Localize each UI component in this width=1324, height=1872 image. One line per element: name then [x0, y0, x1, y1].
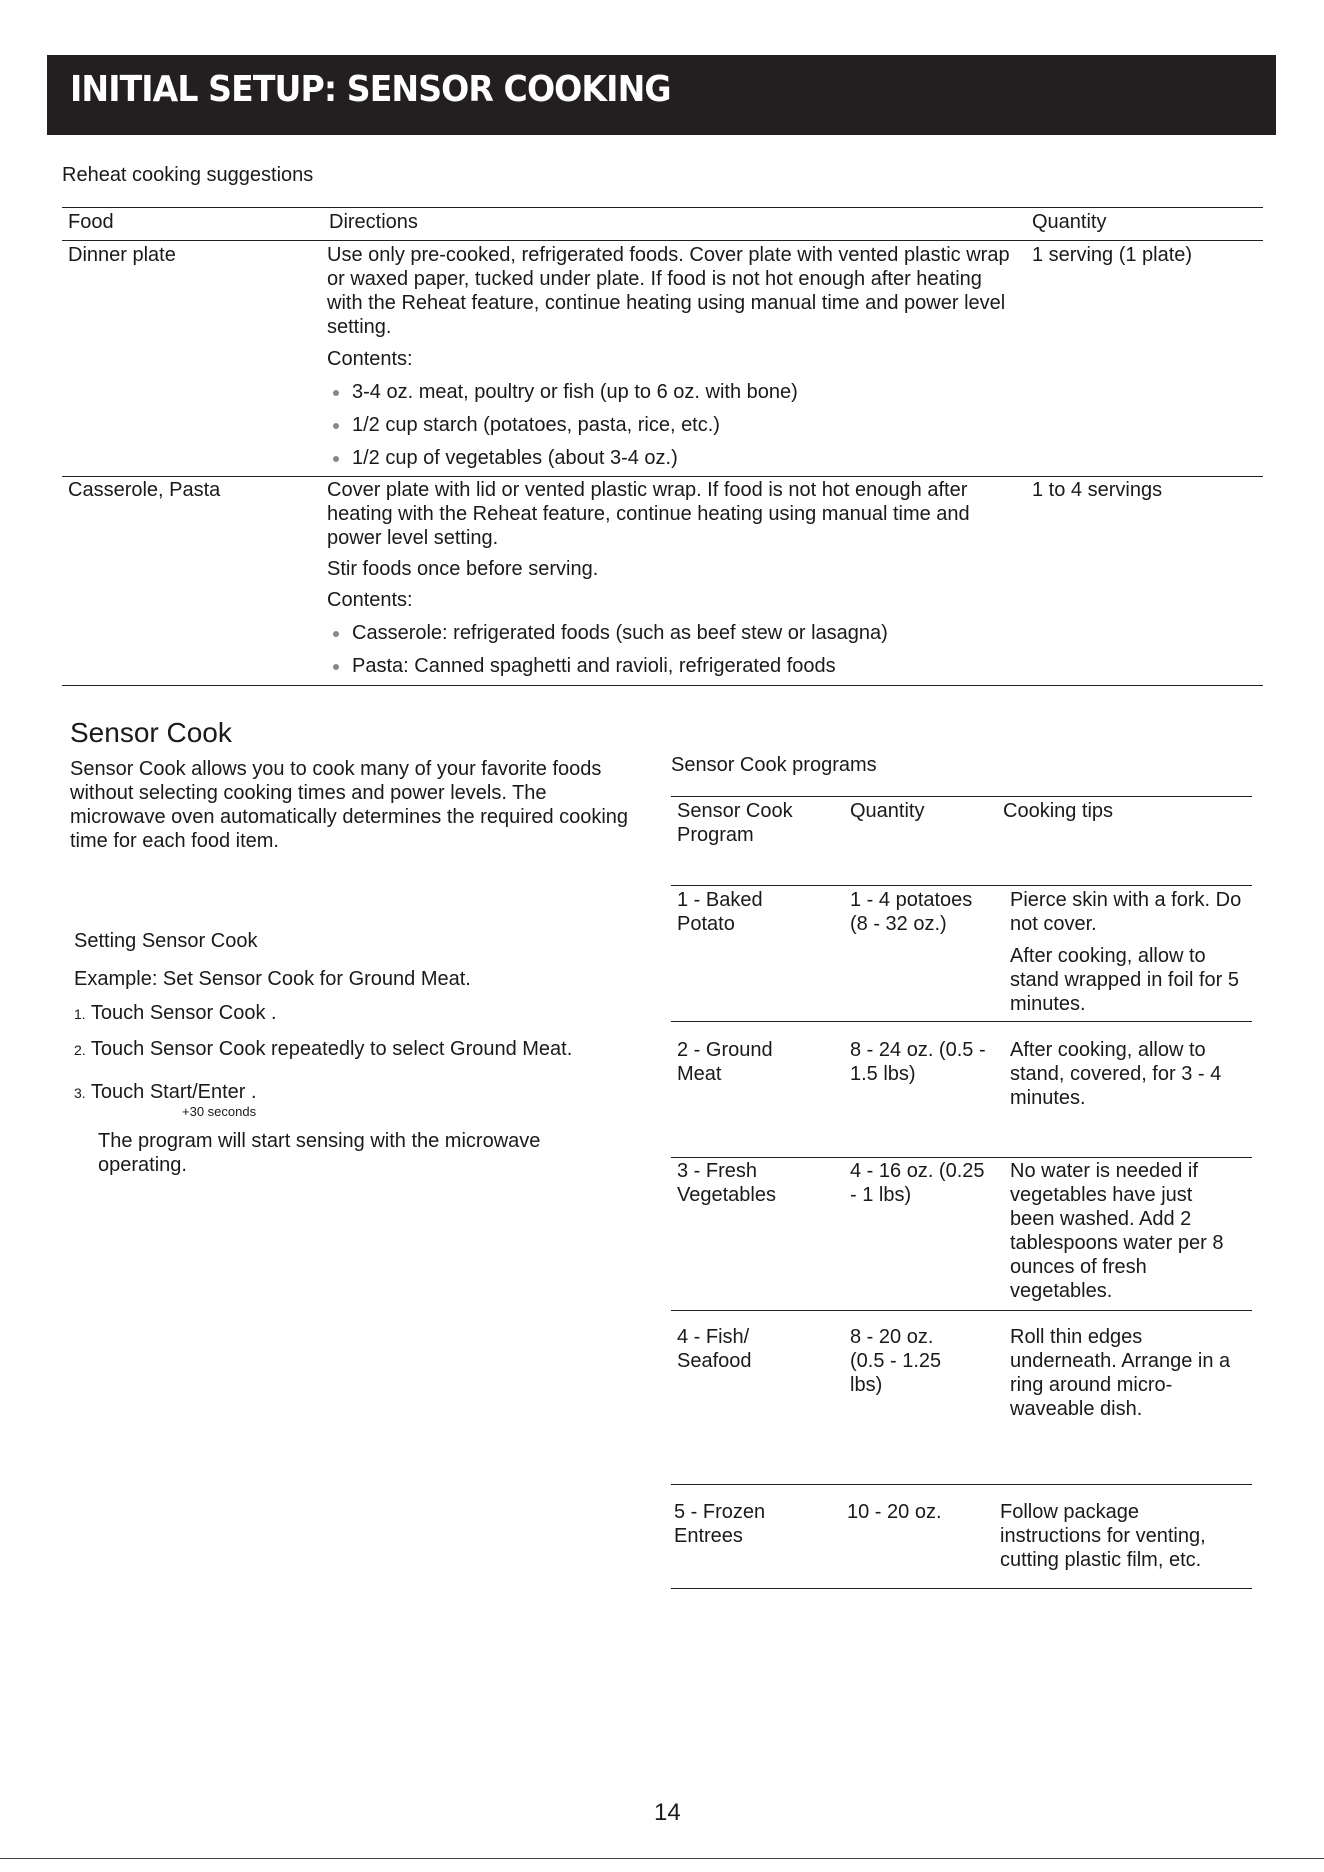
- directions-text: Use only pre-cooked, refrigerated foods. Cover plate with vented plastic wrap or waxed paper, tucked under plate. If food is not hot enough after heating with the Reheat feature, continue heating using manual time and power level setting.: [327, 244, 1010, 338]
- stir-note: Stir foods once before serving.: [327, 558, 599, 580]
- program-fresh-vegetables: 3 - Fresh Vegetables: [677, 1160, 776, 1206]
- page-number: 14: [654, 1799, 681, 1826]
- row-rule: [671, 1157, 1252, 1158]
- sensor-cook-key: Sensor Cook: [149, 1002, 266, 1024]
- tips-baked-potato: [1010, 888, 1250, 1016]
- table-top-rule: [62, 207, 1263, 208]
- programs-top-rule: [671, 796, 1252, 797]
- program-fish-seafood: 4 - Fish/ Seafood: [677, 1326, 752, 1372]
- quantity-ground-meat: 8 - 24 oz. (0.5 - 1.5 lbs): [850, 1039, 986, 1085]
- contents-label: Contents:: [327, 589, 413, 611]
- programs-caption: Sensor Cook programs: [671, 754, 877, 776]
- step-text: Touch: [90, 1002, 145, 1024]
- header-banner: [47, 55, 1276, 135]
- reheat-directions-dinner-plate: [327, 243, 1010, 470]
- tips-ground-meat: After cooking, allow to stand, covered, for 3 - 4 minutes.: [1010, 1039, 1222, 1109]
- col-header-food: Food: [68, 211, 114, 233]
- step-text: Touch: [90, 1038, 145, 1060]
- quantity-frozen-entrees: 10 - 20 oz.: [847, 1501, 942, 1523]
- sensor-cook-title: Sensor Cook: [70, 717, 232, 748]
- step-end: .: [251, 1081, 257, 1103]
- program-ground-meat: 2 - Ground Meat: [677, 1039, 773, 1085]
- sensor-cook-key: Sensor Cook: [149, 1038, 266, 1060]
- reheat-quantity-dinner-plate: 1 serving (1 plate): [1032, 244, 1193, 266]
- list-item: 1/2 cup starch (potatoes, pasta, rice, etc.): [327, 413, 1010, 437]
- table-header-rule: [62, 240, 1263, 241]
- setting-sensor-cook-title: Setting Sensor Cook: [74, 930, 258, 952]
- reheat-quantity-casserole: 1 to 4 servings: [1032, 479, 1163, 501]
- reheat-food-casserole: Casserole, Pasta: [68, 479, 221, 501]
- list-item: Casserole: refrigerated foods (such as beef stew or lasagna): [327, 621, 1010, 645]
- col-header-quantity: Quantity: [850, 800, 925, 822]
- program-frozen-entrees: 5 - Frozen Entrees: [674, 1501, 766, 1547]
- step-note: The program will start sensing with the microwave operating.: [98, 1130, 541, 1176]
- step-number: 3.: [74, 1085, 86, 1101]
- step-1: [74, 1001, 277, 1026]
- list-item: 3-4 oz. meat, poultry or fish (up to 6 oz. with bone): [327, 380, 1010, 404]
- contents-label: Contents:: [327, 348, 413, 370]
- key-sublabel: +30 seconds: [182, 1104, 257, 1119]
- table-bottom-rule: [62, 685, 1263, 686]
- example-text: Example: Set Sensor Cook for Ground Meat.: [74, 968, 471, 990]
- programs-bottom-rule: [671, 1588, 1252, 1589]
- row-rule: [62, 476, 1263, 477]
- step-2: [74, 1037, 572, 1062]
- list-item: 1/2 cup of vegetables (about 3-4 oz.): [327, 446, 1010, 470]
- col-header-quantity: Quantity: [1032, 211, 1107, 233]
- tips-fresh-vegetables: No water is needed if vegetables have just been washed. Add 2 tablespoons water per 8 ounces of fresh vegetables.: [1010, 1160, 1224, 1302]
- reheat-directions-casserole: [327, 478, 1010, 678]
- list-item: Pasta: Canned spaghetti and ravioli, refrigerated foods: [327, 654, 1010, 678]
- quantity-fresh-vegetables: 4 - 16 oz. (0.25 - 1 lbs): [850, 1160, 985, 1206]
- step-number: 1.: [74, 1006, 86, 1022]
- step-number: 2.: [74, 1042, 86, 1058]
- reheat-food-dinner-plate: Dinner plate: [68, 244, 176, 266]
- col-header-program: Sensor Cook Program: [677, 800, 793, 846]
- step-end: .: [271, 1002, 277, 1024]
- row-rule: [671, 1310, 1252, 1311]
- row-rule: [671, 1484, 1252, 1485]
- page-title: INITIAL SETUP: SENSOR COOKING: [70, 69, 671, 110]
- row-rule: [671, 885, 1252, 886]
- step-3: [74, 1080, 257, 1105]
- row-rule: [671, 1021, 1252, 1022]
- quantity-fish-seafood: 8 - 20 oz. (0.5 - 1.25 lbs): [850, 1326, 942, 1396]
- reheat-caption: Reheat cooking suggestions: [62, 164, 314, 186]
- page-bottom-rule: [0, 1858, 1324, 1859]
- col-header-tips: Cooking tips: [1003, 800, 1114, 822]
- start-enter-key: Start/Enter: [149, 1081, 246, 1103]
- tips-text: After cooking, allow to stand wrapped in foil for 5 minutes.: [1010, 945, 1240, 1015]
- tips-text: Pierce skin with a fork. Do not cover.: [1010, 889, 1242, 935]
- step-text: repeatedly to select Ground Meat.: [271, 1038, 573, 1060]
- col-header-directions: Directions: [329, 211, 418, 233]
- program-baked-potato: 1 - Baked Potato: [677, 889, 763, 935]
- sensor-cook-intro: Sensor Cook allows you to cook many of your favorite foods without selecting cooking times and power levels. The microwave oven automatically determines the required cooking time for each food item.: [70, 758, 629, 852]
- step-text: Touch: [90, 1081, 145, 1103]
- tips-frozen-entrees: Follow package instructions for venting, cutting plastic film, etc.: [1000, 1501, 1206, 1571]
- quantity-baked-potato: 1 - 4 potatoes (8 - 32 oz.): [850, 889, 973, 935]
- directions-text: Cover plate with lid or vented plastic wrap. If food is not hot enough after heating with the Reheat feature, continue heating using manual time and power level setting.: [327, 479, 970, 549]
- tips-fish-seafood: Roll thin edges underneath. Arrange in a ring around micro-waveable dish.: [1010, 1326, 1231, 1420]
